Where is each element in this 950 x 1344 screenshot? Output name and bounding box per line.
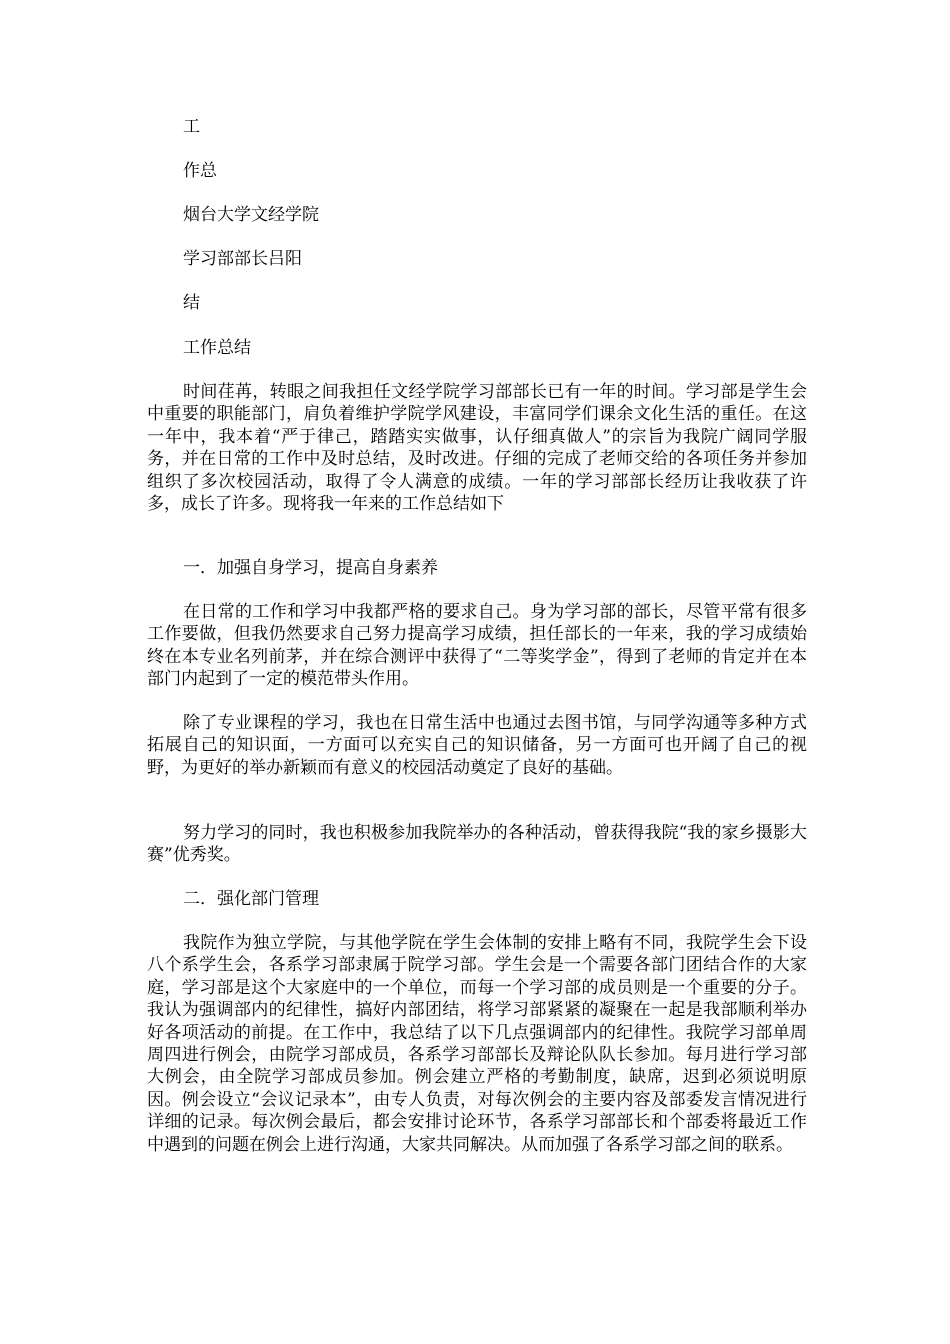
section-1-paragraph-2: 除了专业课程的学习，我也在日常生活中也通过去图书馆，与同学沟通等多种方式拓展自己的知识面，一方面可以充实自己的知识储备，另一方面可也开阔了自己的视野，为更好的举办新颖而有意义的校园活动奠定了良好的基础。	[147, 713, 807, 778]
section-1-paragraph-3: 努力学习的同时，我也积极参加我院举办的各种活动，曾获得我院“我的家乡摄影大赛”优秀奖。	[147, 823, 807, 866]
author-line: 学习部部长吕阳	[183, 249, 302, 269]
section-2-paragraph-1: 我院作为独立学院，与其他学院在学生会体制的安排上略有不同，我院学生会下设八个系学生会，各系学习部隶属于院学习部。学生会是一个需要各部门团结合作的大家庭，学习部是这个大家庭中的一个单位，而每一个学习部的成员则是一个重要的分子。我认为强调部内的纪律性，搞好内部团结，将学习部紧紧的凝聚在一起是我部顺利举办好各项活动的前提。在工作中，我总结了以下几点强调部内的纪律性。我院学习部单周周四进行例会，由院学习部成员，各系学习部部长及辩论队队长参加。每月进行学习部大例会，由全院学习部成员参加。例会建立严格的考勤制度，缺席，迟到必须说明原因。例会设立“会议记录本”，由专人负责，对每次例会的主要内容及部委发言情况进行详细的记录。每次例会最后，都会安排讨论环节，各系学习部部长和个部委将最近工作中遇到的问题在例会上进行沟通，大家共同解决。从而加强了各系学习部之间的联系。	[147, 933, 807, 1155]
section-1-heading: 一．加强自身学习，提高自身素养	[183, 558, 438, 578]
cover-line-5: 结	[183, 293, 200, 313]
section-1-paragraph-1: 在日常的工作和学习中我都严格的要求自己。身为学习部的部长，尽管平常有很多工作要做，但我仍然要求自己努力提高学习成绩，担任部长的一年来，我的学习成绩始终在本专业名列前茅，并在综合测评中获得了“二等奖学金”，得到了老师的肯定并在本部门内起到了一定的模范带头作用。	[147, 602, 807, 690]
cover-line-1: 工	[183, 117, 200, 137]
cover-line-2: 作总	[183, 161, 217, 181]
document-title: 工作总结	[183, 338, 251, 358]
section-2-heading: 二．强化部门管理	[183, 889, 319, 909]
intro-paragraph: 时间荏苒，转眼之间我担任文经学院学习部部长已有一年的时间。学习部是学生会中重要的职能部门，肩负着维护学院学风建设，丰富同学们课余文化生活的重任。在这一年中，我本着“严于律己，踏踏实实做事，认仔细真做人”的宗旨为我院广阔同学服务，并在日常的工作中及时总结，及时改进。仔细的完成了老师交给的各项任务并参加组织了多次校园活动，取得了令人满意的成绩。一年的学习部部长经历让我收获了许多，成长了许多。现将我一年来的工作总结如下	[147, 382, 807, 515]
school-name: 烟台大学文经学院	[183, 205, 319, 225]
